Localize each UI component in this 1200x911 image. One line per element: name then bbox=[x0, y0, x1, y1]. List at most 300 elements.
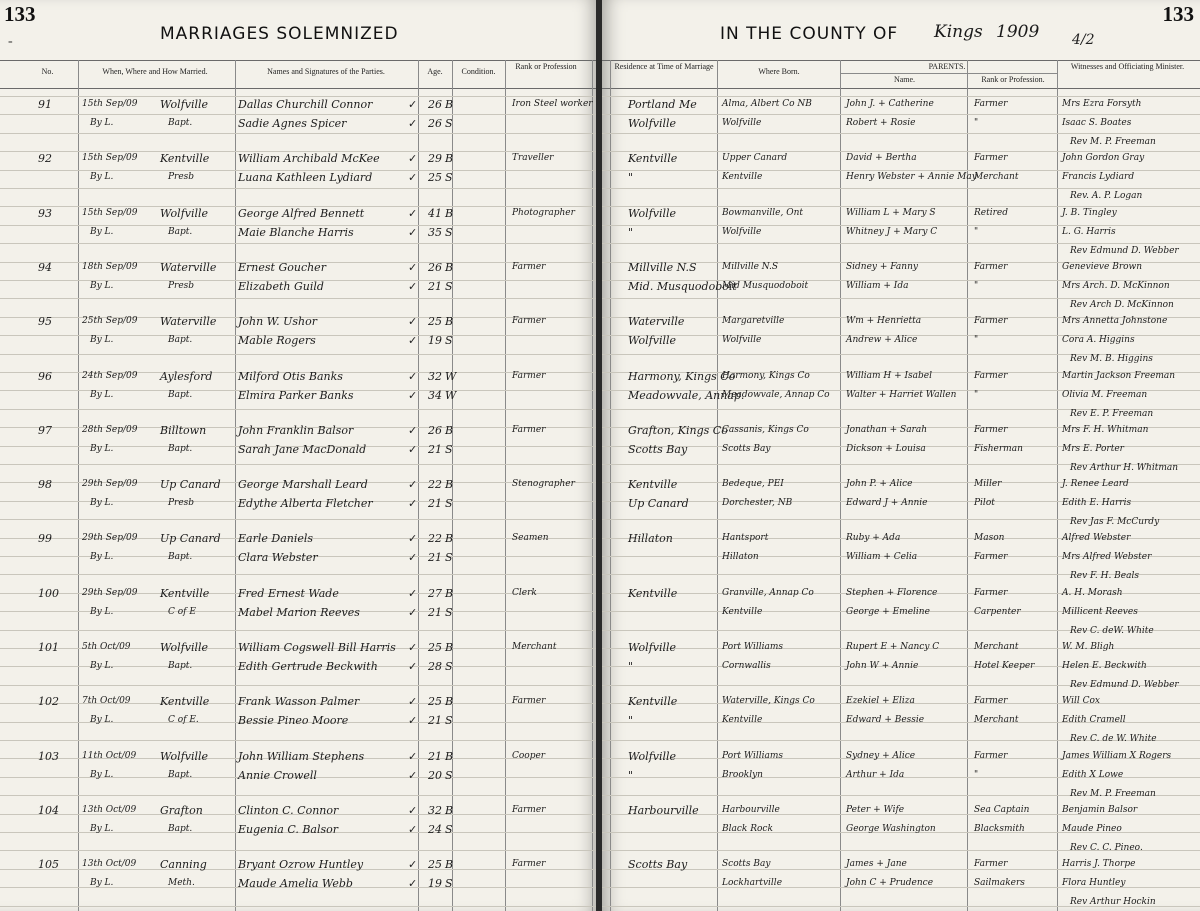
county-name: Kings bbox=[934, 22, 983, 42]
ruled-line bbox=[0, 685, 598, 686]
officiating-minister: Rev Edmund D. Webber bbox=[1070, 680, 1179, 690]
check-mark-icon: ✓ bbox=[408, 370, 418, 383]
bride-parents-profession: " bbox=[974, 118, 979, 128]
groom-name: Ernest Goucher bbox=[238, 261, 326, 274]
witness-one: Martin Jackson Freeman bbox=[1062, 371, 1176, 381]
groom-residence: Harbourville bbox=[628, 804, 699, 817]
bride-parents-profession: Merchant bbox=[974, 172, 1019, 182]
witness-two: Edith X Lowe bbox=[1062, 770, 1124, 780]
groom-birthplace: Port Williams bbox=[722, 751, 784, 761]
entry-number: 94 bbox=[38, 261, 52, 274]
groom-profession: Farmer bbox=[512, 425, 546, 435]
witness-one: J. Renee Leard bbox=[1062, 479, 1129, 489]
bride-parents: George + Emeline bbox=[846, 607, 930, 617]
groom-profession: Iron Steel worker bbox=[512, 99, 593, 109]
ruled-line bbox=[0, 96, 598, 97]
check-mark-icon: ✓ bbox=[408, 769, 418, 782]
bride-birthplace: Scotts Bay bbox=[722, 444, 771, 454]
officiating-minister: Rev. A. P. Logan bbox=[1070, 191, 1143, 201]
denomination: Bapt. bbox=[168, 661, 193, 671]
header-rule bbox=[602, 88, 1200, 89]
marriage-date: 7th Oct/09 bbox=[82, 696, 131, 706]
groom-age: 26 bbox=[428, 98, 442, 111]
officiating-minister: Rev E. P. Freeman bbox=[1070, 409, 1154, 419]
groom-residence: Kentville bbox=[628, 695, 678, 708]
bride-parents-profession: Farmer bbox=[974, 552, 1008, 562]
bride-parents-profession: Sailmakers bbox=[974, 878, 1025, 888]
groom-parents-profession: Farmer bbox=[974, 859, 1008, 869]
license-type: By L. bbox=[90, 227, 114, 237]
groom-residence: Harmony, Kings Co bbox=[628, 370, 736, 383]
check-mark-icon: ✓ bbox=[408, 389, 418, 402]
ruled-line bbox=[602, 96, 1200, 97]
witness-one: W. M. Bligh bbox=[1062, 642, 1115, 652]
officiating-minister: Rev M. B. Higgins bbox=[1070, 354, 1153, 364]
groom-birthplace: Margaretville bbox=[722, 316, 785, 326]
groom-age: 21 bbox=[428, 750, 442, 763]
bride-condition: S bbox=[445, 280, 453, 293]
officiating-minister: Rev Arch D. McKinnon bbox=[1070, 300, 1174, 310]
officiating-minister: Rev Arthur Hockin bbox=[1070, 897, 1156, 907]
ruled-line bbox=[0, 740, 598, 741]
groom-age: 27 bbox=[428, 587, 442, 600]
marriage-place: Wolfville bbox=[160, 750, 209, 763]
denomination: C of E. bbox=[168, 715, 199, 725]
bride-parents-profession: Hotel Keeper bbox=[974, 661, 1035, 671]
license-type: By L. bbox=[90, 444, 114, 454]
groom-profession: Photographer bbox=[512, 208, 575, 218]
groom-parents: William L + Mary S bbox=[846, 208, 936, 218]
entry-number: 93 bbox=[38, 207, 52, 220]
check-mark-icon: ✓ bbox=[408, 804, 418, 817]
check-mark-icon: ✓ bbox=[408, 714, 418, 727]
check-mark-icon: ✓ bbox=[408, 152, 418, 165]
col-header-names: Names and Signatures of the Parties. bbox=[267, 67, 385, 76]
left-page-title: MARRIAGES SOLEMNIZED bbox=[160, 24, 399, 44]
bride-age: 34 bbox=[428, 389, 442, 402]
officiating-minister: Rev Jas F. McCurdy bbox=[1070, 517, 1160, 527]
groom-parents: John J. + Catherine bbox=[846, 99, 934, 109]
entry-number: 97 bbox=[38, 424, 52, 437]
groom-profession: Farmer bbox=[512, 371, 546, 381]
bride-birthplace: Dorchester, NB bbox=[722, 498, 793, 508]
witness-two: Francis Lydiard bbox=[1062, 172, 1135, 182]
bride-parents-profession: " bbox=[974, 390, 979, 400]
groom-profession: Farmer bbox=[512, 859, 546, 869]
left-page-number: 133 bbox=[4, 2, 36, 26]
denomination: Meth. bbox=[168, 878, 195, 888]
bride-parents: Walter + Harriet Wallen bbox=[846, 390, 957, 400]
bride-age: 35 bbox=[428, 226, 442, 239]
entry-number: 91 bbox=[38, 98, 52, 111]
bride-name: Sarah Jane MacDonald bbox=[238, 443, 367, 456]
bride-birthplace: Hillaton bbox=[722, 552, 759, 562]
entry-number: 105 bbox=[38, 858, 59, 871]
marriage-place: Kentville bbox=[160, 695, 210, 708]
groom-name: George Marshall Leard bbox=[238, 478, 368, 491]
groom-residence: Wolfville bbox=[628, 750, 677, 763]
bride-age: 21 bbox=[428, 714, 442, 727]
officiating-minister: Rev F. H. Beals bbox=[1070, 571, 1139, 581]
check-mark-icon: ✓ bbox=[408, 695, 418, 708]
groom-residence: Grafton, Kings Co bbox=[628, 424, 728, 437]
bride-condition: S bbox=[445, 714, 453, 727]
groom-condition: B bbox=[445, 587, 454, 600]
bride-residence: Wolfville bbox=[628, 334, 677, 347]
check-mark-icon: ✓ bbox=[408, 478, 418, 491]
groom-birthplace: Waterville, Kings Co bbox=[722, 696, 815, 706]
ruled-line bbox=[602, 114, 1200, 115]
groom-age: 26 bbox=[428, 424, 442, 437]
col-header-witnesses: Witnesses and Officiating Minister. bbox=[1070, 62, 1185, 71]
groom-name: Frank Wasson Palmer bbox=[238, 695, 360, 708]
check-mark-icon: ✓ bbox=[408, 443, 418, 456]
col-header-parents: PARENTS. bbox=[928, 62, 966, 71]
groom-condition: B bbox=[445, 261, 454, 274]
marriage-date: 29th Sep/09 bbox=[82, 479, 138, 489]
witness-two: Mrs Alfred Webster bbox=[1062, 552, 1152, 562]
header-rule bbox=[602, 60, 1200, 61]
groom-profession: Farmer bbox=[512, 805, 546, 815]
license-type: By L. bbox=[90, 281, 114, 291]
margin-dash: - bbox=[8, 34, 13, 49]
groom-condition: W bbox=[445, 370, 457, 383]
groom-parents: Ezekiel + Eliza bbox=[846, 696, 915, 706]
groom-residence: Portland Me bbox=[628, 98, 697, 111]
groom-birthplace: Port Williams bbox=[722, 642, 784, 652]
license-type: By L. bbox=[90, 172, 114, 182]
bride-condition: S bbox=[445, 606, 453, 619]
bride-condition: S bbox=[445, 877, 453, 890]
marriage-place: Kentville bbox=[160, 152, 210, 165]
groom-parents-profession: Farmer bbox=[974, 153, 1008, 163]
bride-age: 26 bbox=[428, 117, 442, 130]
bride-residence: " bbox=[628, 171, 634, 184]
check-mark-icon: ✓ bbox=[408, 660, 418, 673]
bride-parents: Dickson + Louisa bbox=[846, 444, 926, 454]
denomination: C of E bbox=[168, 607, 196, 617]
bride-parents: Henry Webster + Annie May bbox=[846, 172, 977, 182]
groom-condition: B bbox=[445, 478, 454, 491]
denomination: Presb bbox=[168, 281, 195, 291]
check-mark-icon: ✓ bbox=[408, 858, 418, 871]
groom-condition: B bbox=[445, 315, 454, 328]
license-type: By L. bbox=[90, 715, 114, 725]
right-page-number: 133 bbox=[1162, 2, 1194, 26]
bride-parents-profession: " bbox=[974, 335, 979, 345]
license-type: By L. bbox=[90, 661, 114, 671]
col-header-parents-rank: Rank or Profession. bbox=[981, 75, 1045, 84]
groom-profession: Merchant bbox=[512, 642, 557, 652]
bride-residence: " bbox=[628, 714, 634, 727]
groom-birthplace: Harbourville bbox=[722, 805, 780, 815]
license-type: By L. bbox=[90, 824, 114, 834]
bride-age: 19 bbox=[428, 877, 442, 890]
groom-residence: Wolfville bbox=[628, 641, 677, 654]
officiating-minister: Rev M. P. Freeman bbox=[1070, 137, 1156, 147]
bride-condition: W bbox=[445, 389, 457, 402]
groom-residence: Waterville bbox=[628, 315, 685, 328]
bride-residence: Scotts Bay bbox=[628, 443, 688, 456]
license-type: By L. bbox=[90, 118, 114, 128]
groom-parents: David + Bertha bbox=[846, 153, 917, 163]
ruled-line bbox=[0, 630, 598, 631]
groom-condition: B bbox=[445, 532, 454, 545]
entry-number: 92 bbox=[38, 152, 52, 165]
witness-one: Alfred Webster bbox=[1062, 533, 1131, 543]
bride-birthplace: Cornwallis bbox=[722, 661, 771, 671]
bride-condition: S bbox=[445, 443, 453, 456]
bride-name: Annie Crowell bbox=[238, 769, 317, 782]
groom-birthplace: Scotts Bay bbox=[722, 859, 771, 869]
denomination: Bapt. bbox=[168, 390, 193, 400]
bride-birthplace: Meadowvale, Annap Co bbox=[722, 390, 830, 400]
bride-parents-profession: " bbox=[974, 227, 979, 237]
witness-two: L. G. Harris bbox=[1062, 227, 1116, 237]
license-type: By L. bbox=[90, 390, 114, 400]
groom-parents-profession: Farmer bbox=[974, 262, 1008, 272]
groom-age: 25 bbox=[428, 695, 442, 708]
bride-parents: William + Ida bbox=[846, 281, 909, 291]
groom-parents: John P. + Alice bbox=[846, 479, 913, 489]
left-page bbox=[0, 0, 598, 911]
check-mark-icon: ✓ bbox=[408, 207, 418, 220]
groom-age: 22 bbox=[428, 478, 442, 491]
groom-profession: Stenographer bbox=[512, 479, 575, 489]
ruled-line bbox=[0, 795, 598, 796]
bride-birthplace: Wolfville bbox=[722, 118, 762, 128]
register-year: 1909 bbox=[996, 22, 1040, 42]
witness-one: Harris J. Thorpe bbox=[1062, 859, 1136, 869]
witness-two: Cora A. Higgins bbox=[1062, 335, 1135, 345]
officiating-minister: Rev C. deW. White bbox=[1070, 626, 1154, 636]
col-header-condition: Condition. bbox=[461, 67, 496, 76]
officiating-minister: Rev Edmund D. Webber bbox=[1070, 246, 1179, 256]
check-mark-icon: ✓ bbox=[408, 424, 418, 437]
check-mark-icon: ✓ bbox=[408, 226, 418, 239]
bride-birthplace: Wolfville bbox=[722, 227, 762, 237]
bride-name: Mable Rogers bbox=[238, 334, 316, 347]
marriage-place: Up Canard bbox=[160, 532, 221, 545]
groom-parents: Wm + Henrietta bbox=[846, 316, 922, 326]
groom-birthplace: Hantsport bbox=[722, 533, 769, 543]
marriage-date: 15th Sep/09 bbox=[82, 208, 138, 218]
witness-two: Helen E. Beckwith bbox=[1062, 661, 1147, 671]
groom-parents-profession: Retired bbox=[974, 208, 1008, 218]
bride-name: Mabel Marion Reeves bbox=[238, 606, 360, 619]
groom-parents: Sydney + Alice bbox=[846, 751, 916, 761]
groom-parents-profession: Farmer bbox=[974, 696, 1008, 706]
groom-age: 25 bbox=[428, 858, 442, 871]
marriage-place: Wolfville bbox=[160, 98, 209, 111]
ruled-line bbox=[0, 464, 598, 465]
groom-condition: B bbox=[445, 641, 454, 654]
groom-residence: Kentville bbox=[628, 478, 678, 491]
bride-name: Edythe Alberta Fletcher bbox=[238, 497, 373, 510]
groom-name: Dallas Churchill Connor bbox=[238, 98, 373, 111]
entry-number: 104 bbox=[38, 804, 59, 817]
groom-age: 25 bbox=[428, 315, 442, 328]
col-header-when: When, Where and How Married. bbox=[102, 67, 208, 76]
groom-parents-profession: Farmer bbox=[974, 99, 1008, 109]
witness-two: Maude Pineo bbox=[1062, 824, 1122, 834]
bride-parents: John W + Annie bbox=[846, 661, 919, 671]
denomination: Bapt. bbox=[168, 227, 193, 237]
license-type: By L. bbox=[90, 498, 114, 508]
groom-parents: Ruby + Ada bbox=[846, 533, 901, 543]
bride-condition: S bbox=[445, 171, 453, 184]
groom-profession: Clerk bbox=[512, 588, 537, 598]
groom-name: William Archibald McKee bbox=[238, 152, 380, 165]
ruled-line bbox=[602, 243, 1200, 244]
witness-one: Mrs Ezra Forsyth bbox=[1062, 99, 1142, 109]
bride-parents: Whitney J + Mary C bbox=[846, 227, 938, 237]
check-mark-icon: ✓ bbox=[408, 261, 418, 274]
col-header-born: Where Born. bbox=[758, 67, 800, 76]
ruled-line bbox=[0, 519, 598, 520]
check-mark-icon: ✓ bbox=[408, 532, 418, 545]
groom-residence: Scotts Bay bbox=[628, 858, 688, 871]
check-mark-icon: ✓ bbox=[408, 750, 418, 763]
groom-name: Bryant Ozrow Huntley bbox=[238, 858, 364, 871]
denomination: Bapt. bbox=[168, 552, 193, 562]
groom-birthplace: Cassanis, Kings Co bbox=[722, 425, 809, 435]
groom-residence: Wolfville bbox=[628, 207, 677, 220]
groom-age: 29 bbox=[428, 152, 442, 165]
check-mark-icon: ✓ bbox=[408, 171, 418, 184]
witness-two: Millicent Reeves bbox=[1062, 607, 1138, 617]
groom-condition: B bbox=[445, 695, 454, 708]
ruled-line bbox=[0, 298, 598, 299]
bride-condition: S bbox=[445, 117, 453, 130]
bride-parents-profession: Fisherman bbox=[974, 444, 1023, 454]
bride-parents-profession: Carpenter bbox=[974, 607, 1021, 617]
bride-birthplace: Black Rock bbox=[722, 824, 773, 834]
bride-age: 21 bbox=[428, 551, 442, 564]
groom-residence: Kentville bbox=[628, 152, 678, 165]
marriage-date: 18th Sep/09 bbox=[82, 262, 138, 272]
groom-parents-profession: Farmer bbox=[974, 751, 1008, 761]
bride-name: Eugenia C. Balsor bbox=[238, 823, 339, 836]
bride-name: Bessie Pineo Moore bbox=[238, 714, 349, 727]
groom-name: John W. Ushor bbox=[238, 315, 317, 328]
marriage-date: 15th Sep/09 bbox=[82, 153, 138, 163]
marriage-date: 13th Oct/09 bbox=[82, 859, 137, 869]
witness-two: Edith Cramell bbox=[1062, 715, 1126, 725]
groom-name: Milford Otis Banks bbox=[238, 370, 343, 383]
license-type: By L. bbox=[90, 335, 114, 345]
bride-condition: S bbox=[445, 226, 453, 239]
groom-birthplace: Millville N.S bbox=[722, 262, 779, 272]
bride-age: 24 bbox=[428, 823, 442, 836]
ruled-line bbox=[0, 574, 598, 575]
witness-two: Edith E. Harris bbox=[1062, 498, 1132, 508]
groom-condition: B bbox=[445, 207, 454, 220]
bride-name: Elmira Parker Banks bbox=[238, 389, 354, 402]
witness-one: J. B. Tingley bbox=[1062, 208, 1117, 218]
denomination: Bapt. bbox=[168, 824, 193, 834]
officiating-minister: Rev C. de W. White bbox=[1070, 734, 1157, 744]
groom-name: Earle Daniels bbox=[238, 532, 314, 545]
groom-name: John William Stephens bbox=[238, 750, 365, 763]
check-mark-icon: ✓ bbox=[408, 334, 418, 347]
witness-one: Genevieve Brown bbox=[1062, 262, 1143, 272]
bride-condition: S bbox=[445, 823, 453, 836]
check-mark-icon: ✓ bbox=[408, 117, 418, 130]
groom-parents: James + Jane bbox=[846, 859, 907, 869]
license-type: By L. bbox=[90, 607, 114, 617]
marriage-place: Aylesford bbox=[160, 370, 213, 383]
groom-residence: Hillaton bbox=[628, 532, 673, 545]
col-header-parents-name: Name. bbox=[893, 75, 916, 84]
denomination: Bapt. bbox=[168, 335, 193, 345]
check-mark-icon: ✓ bbox=[408, 280, 418, 293]
marriage-place: Waterville bbox=[160, 315, 217, 328]
bride-parents-profession: Pilot bbox=[974, 498, 995, 508]
groom-parents-profession: Sea Captain bbox=[974, 805, 1030, 815]
bride-birthplace: Mid Musquodoboit bbox=[722, 281, 809, 291]
groom-profession: Traveller bbox=[512, 153, 554, 163]
bride-residence: " bbox=[628, 660, 634, 673]
marriage-place: Waterville bbox=[160, 261, 217, 274]
check-mark-icon: ✓ bbox=[408, 587, 418, 600]
groom-name: Clinton C. Connor bbox=[238, 804, 339, 817]
bride-condition: S bbox=[445, 660, 453, 673]
bride-birthplace: Lockhartville bbox=[722, 878, 783, 888]
right-page-title: IN THE COUNTY OF bbox=[720, 24, 899, 44]
marriage-place: Wolfville bbox=[160, 207, 209, 220]
witness-one: John Gordon Gray bbox=[1062, 153, 1145, 163]
entry-number: 96 bbox=[38, 370, 52, 383]
bride-age: 21 bbox=[428, 280, 442, 293]
officiating-minister: Rev Arthur H. Whitman bbox=[1070, 463, 1179, 473]
bride-name: Edith Gertrude Beckwith bbox=[238, 660, 378, 673]
bride-parents: John C + Prudence bbox=[846, 878, 934, 888]
groom-age: 26 bbox=[428, 261, 442, 274]
bride-parents: Edward + Bessie bbox=[846, 715, 925, 725]
groom-parents-profession: Merchant bbox=[974, 642, 1019, 652]
ruled-line bbox=[0, 906, 598, 907]
witness-one: Mrs Annetta Johnstone bbox=[1062, 316, 1168, 326]
groom-name: Fred Ernest Wade bbox=[238, 587, 339, 600]
groom-profession: Farmer bbox=[512, 316, 546, 326]
bride-condition: S bbox=[445, 551, 453, 564]
witness-one: Will Cox bbox=[1062, 696, 1100, 706]
groom-birthplace: Bedeque, PEI bbox=[722, 479, 784, 489]
groom-parents-profession: Farmer bbox=[974, 371, 1008, 381]
bride-name: Maude Amelia Webb bbox=[238, 877, 353, 890]
bride-birthplace: Kentville bbox=[722, 607, 763, 617]
groom-name: George Alfred Bennett bbox=[238, 207, 365, 220]
marriage-date: 24th Sep/09 bbox=[82, 371, 138, 381]
witness-two: Olivia M. Freeman bbox=[1062, 390, 1148, 400]
groom-name: John Franklin Balsor bbox=[238, 424, 354, 437]
witness-one: Mrs F. H. Whitman bbox=[1062, 425, 1149, 435]
marriage-date: 25th Sep/09 bbox=[82, 316, 138, 326]
header-rule bbox=[0, 88, 598, 89]
groom-age: 32 bbox=[428, 370, 442, 383]
bride-parents: William + Celia bbox=[846, 552, 918, 562]
bride-residence: Up Canard bbox=[628, 497, 689, 510]
groom-condition: B bbox=[445, 858, 454, 871]
witness-one: Benjamin Balsor bbox=[1062, 805, 1138, 815]
marriage-date: 15th Sep/09 bbox=[82, 99, 138, 109]
witness-two: Isaac S. Boates bbox=[1062, 118, 1132, 128]
header-rule bbox=[0, 60, 598, 61]
groom-profession: Cooper bbox=[512, 751, 546, 761]
denomination: Presb bbox=[168, 498, 195, 508]
denomination: Bapt. bbox=[168, 118, 193, 128]
